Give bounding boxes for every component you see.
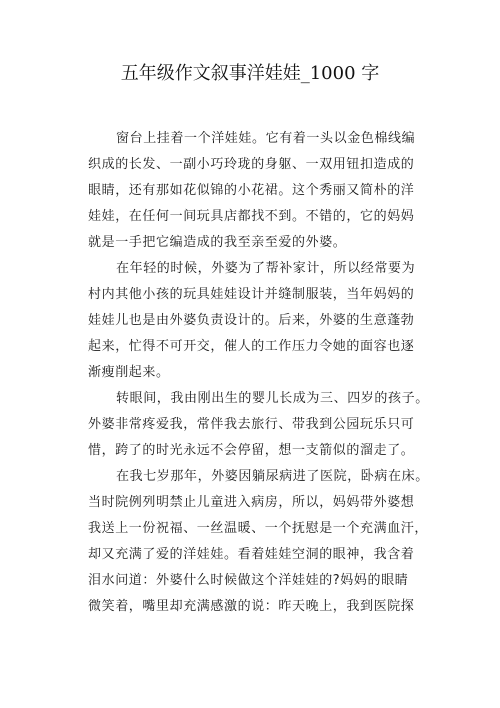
document-title: 五年级作文叙事洋娃娃_1000 字 xyxy=(120,63,380,84)
text-line: 就是一手把它编造成的我至亲至爱的外婆。 xyxy=(88,235,347,250)
text-line: 惜，跨了的时光永远不会停留，想一支箭似的溜走了。 xyxy=(88,443,415,458)
text-line: 在年轻的时候，外婆为了帮补家计，所以经常要为 xyxy=(116,261,416,276)
paragraph xyxy=(88,464,429,620)
text-line: 娃娃儿也是由外婆负责设计的。后来，外婆的生意蓬勃 xyxy=(88,313,415,328)
text-line: 当时院例列明禁止儿童进入病房，所以，妈妈带外婆想 xyxy=(88,495,415,510)
paragraph xyxy=(88,126,418,256)
text-line: 却又充满了爱的洋娃娃。看着娃娃空洞的眼神，我含着 xyxy=(88,547,415,562)
text-line: 微笑着，嘴里却充满感激的说：昨天晚上，我到医院探 xyxy=(88,599,415,614)
text-line: 转眼间，我由刚出生的婴儿长成为三、四岁的孩子。 xyxy=(116,391,429,406)
text-line: 渐瘦削起来。 xyxy=(88,365,170,380)
paragraph xyxy=(88,386,429,464)
text-line: 娃娃，在任何一间玩具店都找不到。不错的，它的妈妈 xyxy=(88,209,415,224)
text-line: 在我七岁那年，外婆因躺尿病进了医院，卧病在床。 xyxy=(116,469,429,484)
text-line: 眼睛，还有那如花似锦的小花裙。这个秀丽又简朴的洋 xyxy=(88,183,415,198)
text-line: 泪水问道：外婆什么时候做这个洋娃娃的?妈妈的眼睛 xyxy=(88,573,409,588)
paragraph xyxy=(88,256,418,386)
text-line: 我送上一份祝福、一丝温暖、一个抚慰是一个充满血汗， xyxy=(88,521,429,536)
text-line: 起来，忙得不可开交，催人的工作压力令她的面容也逐 xyxy=(88,339,415,354)
text-line: 织成的长发、一副小巧玲珑的身躯、一双用钮扣造成的 xyxy=(88,157,415,172)
document-body xyxy=(88,126,429,620)
text-line: 外婆非常疼爱我，常伴我去旅行、带我到公园玩乐只可 xyxy=(88,417,415,432)
text-line: 窗台上挂着一个洋娃娃。它有着一头以金色棉线编 xyxy=(116,131,416,146)
text-line: 村内其他小孩的玩具娃娃设计并缝制服装，当年妈妈的 xyxy=(88,287,415,302)
